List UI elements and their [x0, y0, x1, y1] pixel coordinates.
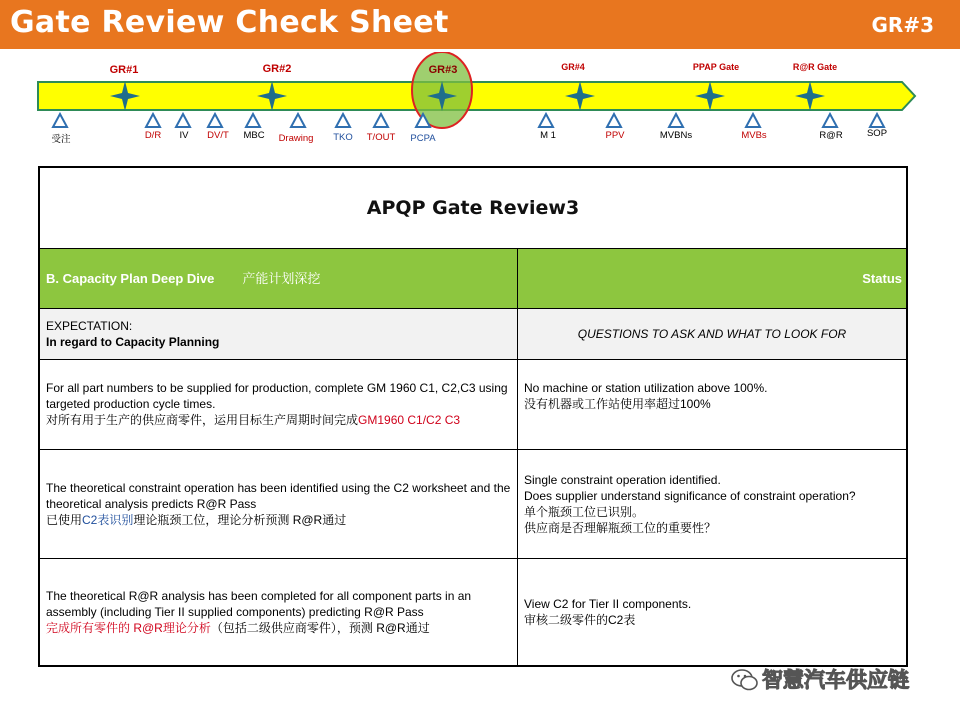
- milestone-triangle-icon: [53, 114, 67, 127]
- row-question-en: No machine or station utilization above 100%.: [524, 381, 768, 395]
- gate-label: PPAP Gate: [692, 62, 740, 72]
- page-title: Gate Review Check Sheet: [10, 5, 449, 40]
- row-question-cn: 供应商是否理解瓶颈工位的重要性？: [524, 521, 717, 535]
- row-text-cn: 对所有用于生产的供应商零件，运用目标生产周期时间完成: [46, 413, 359, 427]
- milestone-label: TKO: [333, 132, 353, 143]
- row-question-cn: 没有机器或工作站使用率超过100%: [524, 397, 711, 411]
- check-row-question: [518, 559, 906, 665]
- milestone-triangle-icon: [746, 114, 760, 127]
- review-title: APQP Gate Review3: [40, 168, 906, 249]
- check-row-expectation: [40, 559, 518, 665]
- header-bar: [0, 0, 960, 49]
- row-question-cn: 单个瓶颈工位已识别。: [524, 505, 645, 519]
- gate-label: GR#3: [428, 64, 458, 76]
- milestone-label: MVBNs: [659, 130, 693, 141]
- review-panel: [38, 166, 908, 667]
- row-text-cn-rest: 理论瓶颈工位，理论分析预测 R@R通过: [133, 513, 347, 527]
- row-question-en: View C2 for Tier II components.: [524, 597, 692, 611]
- row-text-cn-highlight: C2表识别: [82, 513, 134, 527]
- row-question-en: Does supplier understand significance of constraint operation?: [524, 489, 856, 503]
- watermark: [730, 664, 940, 694]
- expectation-cell: [40, 309, 518, 359]
- row-text-en: The theoretical constraint operation has been identified using the C2 worksheet and the theoretical analysis predicts R@R Pass: [46, 481, 511, 511]
- milestone-triangle-icon: [246, 114, 260, 127]
- expectation-sub: In regard to Capacity Planning: [46, 335, 220, 349]
- milestone-triangle-icon: [823, 114, 837, 127]
- gate-code: GR#3: [871, 13, 934, 37]
- status-label: Status: [862, 270, 902, 286]
- timeline-bar: [38, 82, 915, 110]
- check-row-3: [40, 559, 906, 665]
- milestone-label: D/R: [144, 130, 162, 141]
- row-text-cn: 已使用: [46, 513, 83, 527]
- row-text-cn-rest: （包括二级供应商零件），预测 R@R通过: [210, 621, 430, 635]
- milestone-triangle-icon: [539, 114, 553, 127]
- section-header-cell: [40, 249, 518, 308]
- section-label: B. Capacity Plan Deep Dive: [46, 270, 215, 286]
- expectation-header-row: [40, 309, 906, 360]
- milestone-label: DV/T: [207, 130, 229, 141]
- check-row-expectation: [40, 360, 518, 449]
- milestone-label: IV: [179, 130, 189, 141]
- section-header-row: [40, 249, 906, 309]
- milestone-triangle-icon: [607, 114, 621, 127]
- milestone-label: SOP: [866, 128, 888, 139]
- milestone-label: M 1: [540, 130, 556, 141]
- gate-label: GR#1: [109, 64, 139, 76]
- gate-label: R@R Gate: [792, 62, 838, 72]
- milestone-triangle-icon: [374, 114, 388, 127]
- row-text-cn-highlight: GM1960 C1/C2 C3: [358, 413, 461, 427]
- row-question-cn: 审核二级零件的C2表: [524, 613, 636, 627]
- milestone-triangle-icon: [870, 114, 884, 127]
- check-row-expectation: [40, 450, 518, 558]
- section-label-cn: 产能计划深挖: [242, 270, 321, 286]
- milestone-label: PPV: [605, 130, 625, 141]
- milestone-label: MBC: [243, 130, 265, 141]
- questions-label: QUESTIONS TO ASK AND WHAT TO LOOK FOR: [577, 327, 847, 341]
- gate-label: GR#2: [262, 63, 292, 75]
- questions-header-cell: [518, 309, 906, 359]
- milestone-triangle-icon: [176, 114, 190, 127]
- check-row-question: [518, 360, 906, 449]
- check-row-question: [518, 450, 906, 558]
- milestone-triangle-icon: [208, 114, 222, 127]
- milestone-triangle-icon: [336, 114, 350, 127]
- milestone-label: T/OUT: [366, 132, 396, 143]
- status-header-cell: [518, 249, 906, 308]
- expectation-label: EXPECTATION:: [46, 319, 133, 333]
- milestone-triangle-icon: [669, 114, 683, 127]
- milestone-triangle-icon: [291, 114, 305, 127]
- watermark-text: 智慧汽车供应链: [762, 668, 909, 692]
- wechat-icon: [730, 666, 760, 694]
- row-text-cn-highlight: 完成所有零件的 R@R理论分析: [46, 621, 211, 635]
- gate-label: GR#4: [561, 62, 585, 72]
- row-question-en: Single constraint operation identified.: [524, 473, 721, 487]
- check-row-2: [40, 450, 906, 559]
- milestone-label: R@R: [819, 130, 843, 141]
- milestone-label: Drawing: [278, 133, 314, 144]
- check-row-1: [40, 360, 906, 450]
- row-text-en: The theoretical R@R analysis has been completed for all component parts in an assembly (including Tier II supplied components) predicting R@R Pass: [46, 589, 472, 619]
- milestone-label: PCPA: [410, 133, 436, 144]
- milestone-label: 受注: [51, 134, 71, 145]
- row-text-en: For all part numbers to be supplied for production, complete GM 1960 C1, C2,C3 using targeted production cycle times.: [46, 381, 508, 411]
- timeline: [0, 52, 960, 152]
- milestone-triangle-icon: [146, 114, 160, 127]
- milestone-label: MVBs: [741, 130, 767, 141]
